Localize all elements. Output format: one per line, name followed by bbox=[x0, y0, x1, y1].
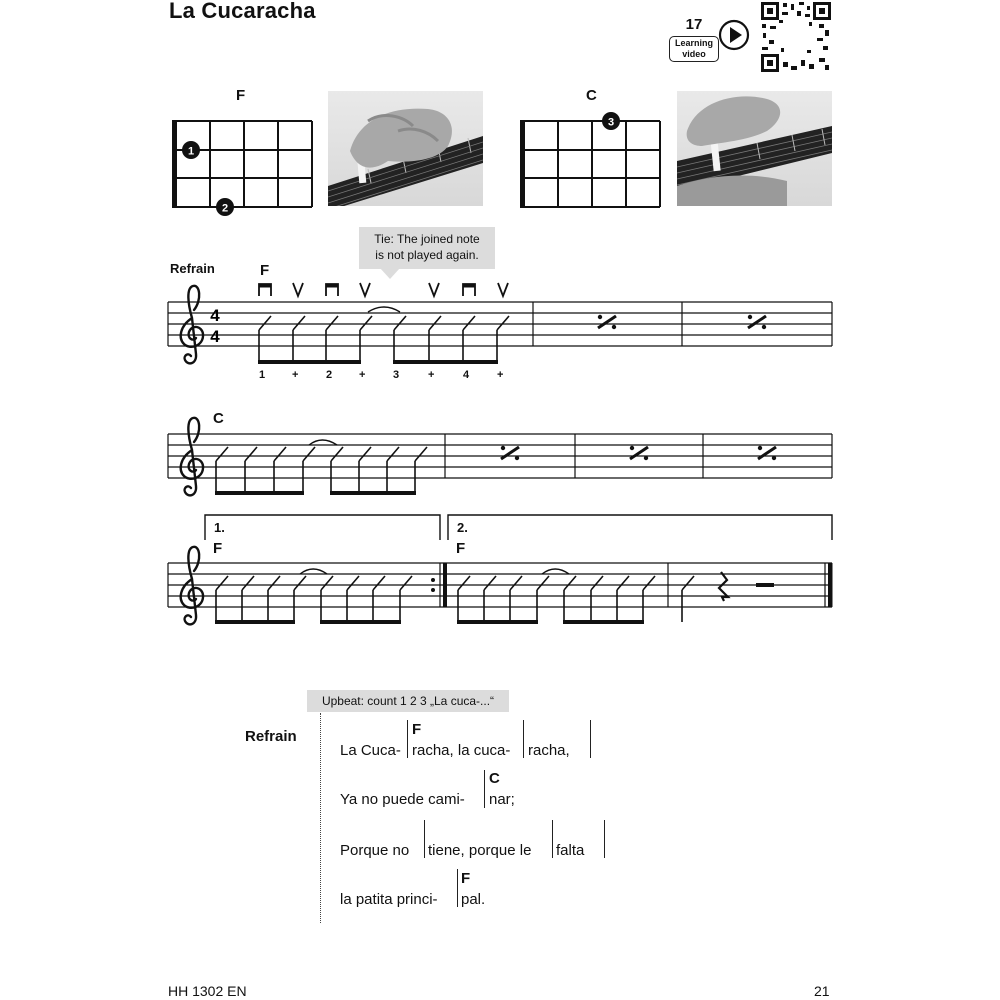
barline bbox=[523, 720, 524, 758]
video-label-line2: video bbox=[682, 49, 706, 59]
barline bbox=[407, 720, 408, 758]
ending-2-label: 2. bbox=[457, 520, 468, 535]
barline bbox=[457, 869, 458, 907]
video-label-line1: Learning bbox=[674, 38, 713, 48]
lyric-line2-seg2: nar; bbox=[489, 791, 515, 808]
ending-1-label: 1. bbox=[214, 520, 225, 535]
refrain-label-lyrics: Refrain bbox=[245, 728, 297, 745]
barline bbox=[552, 820, 553, 858]
finger-1-label: 1 bbox=[187, 145, 195, 158]
staff-3 bbox=[168, 515, 833, 624]
upbeat-tip: Upbeat: count 1 2 3 „La cuca-...“ bbox=[307, 690, 509, 712]
staff3-chord-a: F bbox=[213, 540, 223, 557]
count-plus-3: + bbox=[428, 369, 435, 381]
lyric-line1-seg1: La Cuca- bbox=[340, 742, 401, 759]
count-plus-1: + bbox=[292, 369, 299, 381]
svg-text:4: 4 bbox=[210, 306, 220, 325]
lyric-line2-seg1: Ya no puede cami- bbox=[340, 791, 465, 808]
page-number: 21 bbox=[814, 983, 830, 999]
lyric-line2-chord: C bbox=[489, 770, 500, 787]
lyric-line1-seg2: racha, la cuca- bbox=[412, 742, 511, 759]
tie-tip-line2: is not played again. bbox=[375, 248, 479, 262]
lyric-line3-seg2: tiene, porque le bbox=[428, 842, 532, 859]
count-2: 2 bbox=[326, 369, 333, 381]
finger-2-label: 2 bbox=[221, 202, 229, 215]
staff-1 bbox=[168, 283, 832, 364]
staff1-chord: F bbox=[260, 262, 270, 279]
page-title: La Cucaracha bbox=[169, 0, 316, 23]
barline bbox=[604, 820, 605, 858]
count-plus-2: + bbox=[359, 369, 366, 381]
count-plus-4: + bbox=[497, 369, 504, 381]
count-1: 1 bbox=[259, 369, 266, 381]
lyric-line3-seg3: falta bbox=[556, 842, 585, 859]
count-3: 3 bbox=[393, 369, 400, 381]
barline bbox=[590, 720, 591, 758]
svg-text:4: 4 bbox=[210, 327, 220, 346]
chord-name-f: F bbox=[236, 87, 246, 104]
footer-code: HH 1302 EN bbox=[168, 983, 247, 999]
lyrics-margin-line bbox=[320, 713, 321, 923]
lyric-line3-seg1: Porque no bbox=[340, 842, 410, 859]
lyric-line1-seg3: racha, bbox=[528, 742, 570, 759]
refrain-label-music: Refrain bbox=[170, 261, 215, 276]
finger-3-label: 3 bbox=[607, 116, 615, 129]
staff3-chord-b: F bbox=[456, 540, 466, 557]
barline bbox=[424, 820, 425, 858]
lyric-line4-chord: F bbox=[461, 870, 471, 887]
video-number: 17 bbox=[685, 16, 703, 33]
barline bbox=[484, 770, 485, 808]
strum-symbols bbox=[259, 283, 508, 296]
lyric-line4-seg2: pal. bbox=[461, 891, 486, 908]
count-4: 4 bbox=[463, 369, 470, 381]
staff-2 bbox=[168, 418, 832, 496]
tie-tip-line1: Tie: The joined note bbox=[374, 232, 480, 246]
staff2-chord: C bbox=[213, 410, 224, 427]
lyric-line4-seg1: la patita princi- bbox=[340, 891, 438, 908]
lyric-line1-chord: F bbox=[412, 721, 422, 738]
chord-name-c: C bbox=[586, 87, 597, 104]
